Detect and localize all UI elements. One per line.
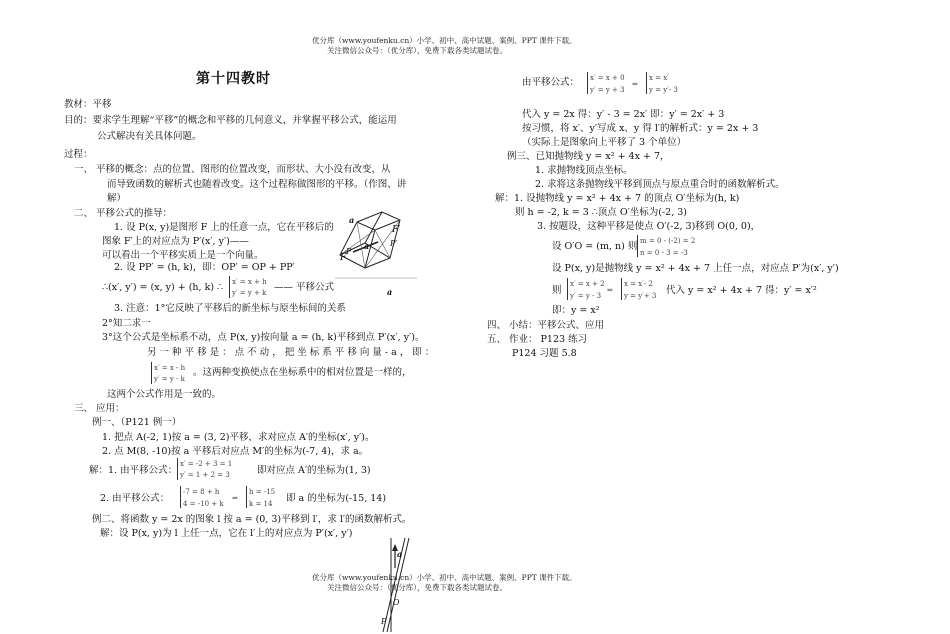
text-line: 另 一 种 平 移 是 ： 点 不 动 ， 把 坐 标 系 平 移 向 量 - a ， 即 ：: [147, 347, 435, 358]
text-line: 四、 小结：平移公式、应用: [487, 320, 605, 331]
equation: x = x′: [649, 74, 669, 82]
text-line: 图象 F′上的对应点为 P′(x′, y′)——: [102, 236, 249, 247]
text-line: 例一、（P121 例一）: [92, 417, 182, 428]
equation: m = 0 - (-2) = 2: [640, 237, 696, 245]
equation: y = y′- 3: [649, 86, 678, 94]
text-line: 可以看出一个平移实质上是一个向量。: [102, 250, 264, 261]
text-line: —— 平移公式: [274, 282, 335, 293]
brace: [229, 276, 230, 298]
brace: [637, 235, 638, 257]
equation: x′ = x + h: [232, 278, 267, 286]
header-line-2: 关注微信公众号：（优分库），免费下载各类试题试卷。: [327, 46, 507, 55]
text-line: 2. 由平移公式：: [100, 493, 170, 504]
text-line: 目的：要求学生理解“平移”的概念和平移的几何意义，并掌握平移公式，能运用: [64, 115, 397, 126]
text-line: 三、 应用：: [74, 403, 125, 414]
brace: [587, 72, 588, 94]
arrow: ⇒: [607, 286, 613, 294]
text-line: 1. 求抛物线顶点坐标。: [535, 165, 633, 176]
equation: y = y′+ 3: [624, 292, 657, 300]
equation: x = x′- 2: [624, 280, 653, 288]
text-line: ∴(x′, y′) = (x, y) + (h, k) ∴: [102, 282, 224, 293]
label-a: a: [364, 241, 370, 251]
text-line: 解：1. 由平移公式：: [89, 465, 178, 476]
text-line: 代入 y = x² + 4x + 7 得：y′ = x′²: [666, 285, 817, 296]
brace: [177, 458, 178, 480]
text-line: 例二、将函数 y = 2x 的图象 l 按 a = (0, 3)平移到 l′，求 l′的函数解析式。: [92, 514, 412, 525]
arrow: ⇒: [232, 494, 238, 502]
equation: 4 = -10 + k: [183, 500, 224, 508]
text-line: 设 O′O = (m, n) 则: [552, 241, 638, 252]
text-line: P124 习题 5.8: [512, 348, 577, 359]
label-P-prime: P′: [390, 239, 398, 248]
text-line: 解）: [107, 193, 127, 204]
text-line: 教材：平移: [64, 99, 112, 110]
text-line: 即对应点 A′的坐标为(1, 3): [257, 465, 371, 476]
equation: k = 14: [249, 500, 273, 508]
vector-a: [357, 212, 382, 222]
label-a: a: [397, 549, 403, 559]
text-line: 2. 求将这条抛物线平移到顶点与原点重合时的函数解析式。: [535, 179, 785, 190]
brace: [246, 486, 247, 508]
text-line: 2°知二求一: [102, 318, 151, 329]
page-title: 第十四教时: [196, 71, 271, 87]
text-line: 一、 平移的概念：点的位置、图形的位置改变，而形状、大小没有改变，从: [74, 164, 391, 175]
text-line: 由平移公式：: [522, 77, 580, 88]
equation: x′ = x + 2: [570, 280, 605, 288]
text-line: （实际上是图象向上平移了 3 个单位）: [522, 137, 687, 148]
equation: y′ = 1 + 2 = 3: [180, 471, 230, 479]
text-line: 则: [552, 285, 562, 296]
text-line: 这两个公式作用是一致的。: [107, 389, 222, 400]
text-line: 解：设 P(x, y)为 l 上任一点，它在 l′上的对应点为 P′(x′, y′): [100, 528, 353, 539]
footer-line-2: 关注微信公众号：（优分库），免费下载各类试题试卷。: [327, 583, 507, 592]
equation: x′ = -2 + 3 = 1: [180, 460, 233, 468]
text-line: 代入 y = 2x 得：y′ - 3 = 2x′ 即：y′ = 2x′ + 3: [522, 109, 725, 120]
equation: x′ = x - h: [154, 364, 186, 372]
equation: y′ = y - 3: [570, 292, 602, 300]
text-line: 。这两种变换使点在坐标系中的相对位置是一样的，: [193, 367, 412, 378]
text-line: 3. 注意：1°它反映了平移后的新坐标与原坐标间的关系: [114, 303, 346, 314]
label-a: a: [387, 287, 393, 297]
brace: [646, 72, 647, 94]
label-F: F: [340, 253, 347, 263]
brace: [151, 362, 152, 384]
text-line: 2. 设 PP′ = (h, k)，即：OP′ = OP + PP′: [114, 262, 295, 273]
label-F-prime: F′: [392, 225, 401, 235]
text-line: 设 P(x, y)是抛物线 y = x² + 4x + 7 上任一点，对应点 P′为(x′, y′): [552, 263, 839, 274]
arrow: ⇒: [632, 80, 638, 88]
text-line: 过程：: [64, 149, 93, 160]
footer-line-1: 优分库（www.youfenku.cn）小学、初中、高中试题、案例、PPT 课件下载。: [312, 573, 577, 582]
text-line: 即 a 的坐标为(-15, 14): [286, 493, 387, 504]
equation: n = 0 - 3 = -3: [640, 249, 688, 257]
brace: [567, 278, 568, 300]
text-line: 而导致函数的解析式也随着改变。这个过程称做图形的平移。（作图、讲: [107, 179, 407, 190]
equation: y′ = y + 3: [590, 86, 625, 94]
text-line: 即：y = x²: [552, 305, 600, 316]
equation: y′ = y - k: [154, 375, 185, 383]
equation: x′ = x + 0: [590, 74, 625, 82]
text-line: 例三、已知抛物线 y = x² + 4x + 7，: [507, 151, 670, 162]
text-line: 二、 平移公式的推导：: [74, 208, 173, 219]
text-line: 1. 设 P(x, y)是图形 F 上的任意一点，它在平移后的: [114, 222, 334, 233]
text-line: 解：1. 设抛物线 y = x² + 4x + 7 的顶点 O′坐标为(h, k): [495, 193, 740, 204]
text-line: 则 h = -2, k = 3 ∴顶点 O′坐标为(-2, 3): [515, 207, 688, 218]
text-line: 2. 点 M(8, -10)按 a 平移后对应点 M′的坐标为(-7, 4)，求 a。: [102, 446, 369, 457]
label-P: P: [381, 617, 387, 626]
text-line: 1. 把点 A(-2, 1)按 a = (3, 2)平移，求对应点 A′的坐标(x′, y′)。: [102, 432, 375, 443]
label-P: P: [346, 247, 352, 256]
label-a: a: [349, 215, 355, 225]
text-line: 公式解决有关具体问题。: [97, 131, 202, 142]
equation: -7 = 8 + h: [183, 488, 220, 496]
brace: [180, 486, 181, 508]
equation: y′ = y + k: [232, 289, 267, 297]
label-O: O: [393, 598, 400, 607]
text-line: 3°这个公式是坐标系不动，点 P(x, y)按向量 a = (h, k)平移到点 P′(x′, y′)。: [102, 332, 425, 343]
header-line-1: 优分库（www.youfenku.cn）小学、初中、高中试题、案例、PPT 课件下载。: [312, 36, 577, 45]
brace: [621, 278, 622, 300]
equation: h = -15: [249, 488, 276, 496]
text-line: 3. 按题设，这种平移是使点 O′(-2, 3)移到 O(0, 0)，: [537, 221, 761, 232]
text-line: 按习惯，将 x′、y′写成 x、y 得 l′的解析式：y = 2x + 3: [522, 123, 759, 134]
text-line: 五、 作业： P123 练习: [487, 334, 588, 345]
